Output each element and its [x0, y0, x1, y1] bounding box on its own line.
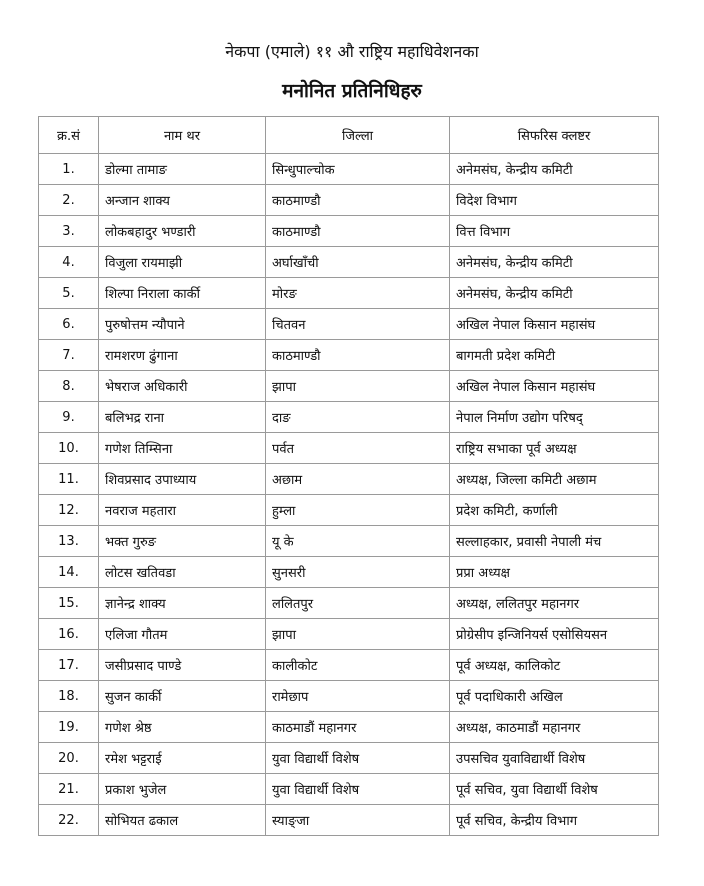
table-row	[39, 185, 659, 216]
cell-serial-number: 7.	[39, 340, 99, 371]
cell-district: काठमाण्डौ	[266, 216, 450, 247]
table-row	[39, 774, 659, 805]
cell-serial-number: 2.	[39, 185, 99, 216]
table-row	[39, 309, 659, 340]
cell-serial-number: 4.	[39, 247, 99, 278]
cell-district: सिन्धुपाल्चोक	[266, 154, 450, 185]
cell-serial-number: 12.	[39, 495, 99, 526]
cell-name: विजुला रायमाझी	[99, 247, 266, 278]
cell-cluster: नेपाल निर्माण उद्योग परिषद्	[450, 402, 659, 433]
cell-name: अन्जान शाक्य	[99, 185, 266, 216]
cell-cluster: पूर्व सचिव, युवा विद्यार्थी विशेष	[450, 774, 659, 805]
cell-district: अर्घाखाँची	[266, 247, 450, 278]
cell-name: गणेश श्रेष्ठ	[99, 712, 266, 743]
cell-cluster: वित्त विभाग	[450, 216, 659, 247]
cell-cluster: अध्यक्ष, ललितपुर महानगर	[450, 588, 659, 619]
cell-district: सुनसरी	[266, 557, 450, 588]
table-row	[39, 805, 659, 836]
table-row	[39, 433, 659, 464]
table-row	[39, 650, 659, 681]
cell-serial-number: 14.	[39, 557, 99, 588]
cell-serial-number: 15.	[39, 588, 99, 619]
cell-district: युवा विद्यार्थी विशेष	[266, 774, 450, 805]
header-district: जिल्ला	[266, 117, 450, 154]
table-row	[39, 588, 659, 619]
cell-serial-number: 16.	[39, 619, 99, 650]
cell-district: दाङ	[266, 402, 450, 433]
cell-name: डोल्मा तामाङ	[99, 154, 266, 185]
cell-district: युवा विद्यार्थी विशेष	[266, 743, 450, 774]
cell-cluster: प्रदेश कमिटी, कर्णाली	[450, 495, 659, 526]
cell-district: काठमाण्डौ	[266, 185, 450, 216]
cell-cluster: प्रोग्रेसीप इन्जिनियर्स एसोसियसन	[450, 619, 659, 650]
cell-serial-number: 8.	[39, 371, 99, 402]
table-row	[39, 495, 659, 526]
cell-serial-number: 1.	[39, 154, 99, 185]
cell-name: सुजन कार्की	[99, 681, 266, 712]
cell-name: नवराज महतारा	[99, 495, 266, 526]
document-title: नेकपा (एमाले) ११ औ राष्ट्रिय महाधिवेशनका	[225, 42, 479, 61]
table-row	[39, 743, 659, 774]
cell-serial-number: 3.	[39, 216, 99, 247]
cell-name: लोकबहादुर भण्डारी	[99, 216, 266, 247]
cell-cluster: अखिल नेपाल किसान महासंघ	[450, 309, 659, 340]
cell-name: बलिभद्र राना	[99, 402, 266, 433]
cell-cluster: बागमती प्रदेश कमिटी	[450, 340, 659, 371]
cell-cluster: अनेमसंघ, केन्द्रीय कमिटी	[450, 278, 659, 309]
cell-district: स्याङ्जा	[266, 805, 450, 836]
cell-cluster: अध्यक्ष, जिल्ला कमिटी अछाम	[450, 464, 659, 495]
cell-serial-number: 19.	[39, 712, 99, 743]
cell-cluster: सल्लाहकार, प्रवासी नेपाली मंच	[450, 526, 659, 557]
cell-cluster: राष्ट्रिय सभाका पूर्व अध्यक्ष	[450, 433, 659, 464]
cell-serial-number: 10.	[39, 433, 99, 464]
cell-district: पर्वत	[266, 433, 450, 464]
cell-district: कालीकोट	[266, 650, 450, 681]
table-row	[39, 712, 659, 743]
table-body	[39, 154, 659, 836]
cell-name: प्रकाश भुजेल	[99, 774, 266, 805]
cell-serial-number: 6.	[39, 309, 99, 340]
table-row	[39, 216, 659, 247]
cell-serial-number: 17.	[39, 650, 99, 681]
cell-name: भक्त गुरुङ	[99, 526, 266, 557]
cell-district: यू के	[266, 526, 450, 557]
cell-cluster: अनेमसंघ, केन्द्रीय कमिटी	[450, 247, 659, 278]
cell-district: ललितपुर	[266, 588, 450, 619]
cell-cluster: पूर्व पदाधिकारी अखिल	[450, 681, 659, 712]
table-row	[39, 154, 659, 185]
cell-name: एलिजा गौतम	[99, 619, 266, 650]
cell-name: भेषराज अधिकारी	[99, 371, 266, 402]
cell-district: चितवन	[266, 309, 450, 340]
cell-cluster: पूर्व अध्यक्ष, कालिकोट	[450, 650, 659, 681]
cell-serial-number: 22.	[39, 805, 99, 836]
cell-serial-number: 21.	[39, 774, 99, 805]
cell-name: रामशरण ढुंगाना	[99, 340, 266, 371]
cell-district: काठमाडौं महानगर	[266, 712, 450, 743]
cell-name: पुरुषोत्तम न्यौपाने	[99, 309, 266, 340]
cell-name: जसीप्रसाद पाण्डे	[99, 650, 266, 681]
cell-district: झापा	[266, 371, 450, 402]
header-name: नाम थर	[99, 117, 266, 154]
cell-name: शिवप्रसाद उपाध्याय	[99, 464, 266, 495]
cell-name: सोभियत ढकाल	[99, 805, 266, 836]
cell-district: काठमाण्डौ	[266, 340, 450, 371]
cell-name: लोटस खतिवडा	[99, 557, 266, 588]
cell-serial-number: 18.	[39, 681, 99, 712]
cell-district: झापा	[266, 619, 450, 650]
table-row	[39, 278, 659, 309]
table-row	[39, 557, 659, 588]
cell-serial-number: 13.	[39, 526, 99, 557]
cell-name: रमेश भट्टराई	[99, 743, 266, 774]
table-row	[39, 247, 659, 278]
cell-serial-number: 9.	[39, 402, 99, 433]
document-subtitle: मनोनित प्रतिनिधिहरु	[282, 80, 422, 102]
table-row	[39, 681, 659, 712]
cell-cluster: पूर्व सचिव, केन्द्रीय विभाग	[450, 805, 659, 836]
cell-cluster: विदेश विभाग	[450, 185, 659, 216]
cell-district: मोरङ	[266, 278, 450, 309]
cell-district: रामेछाप	[266, 681, 450, 712]
nominees-table	[38, 116, 659, 836]
cell-district: अछाम	[266, 464, 450, 495]
table-row	[39, 402, 659, 433]
cell-cluster: अखिल नेपाल किसान महासंघ	[450, 371, 659, 402]
table-row	[39, 340, 659, 371]
header-recommending-cluster: सिफरिस क्लष्टर	[450, 117, 659, 154]
cell-cluster: अनेमसंघ, केन्द्रीय कमिटी	[450, 154, 659, 185]
table-header-row	[39, 117, 659, 154]
table-row	[39, 371, 659, 402]
cell-district: हुम्ला	[266, 495, 450, 526]
cell-serial-number: 11.	[39, 464, 99, 495]
cell-cluster: अध्यक्ष, काठमाडौं महानगर	[450, 712, 659, 743]
cell-cluster: प्रप्रा अध्यक्ष	[450, 557, 659, 588]
cell-serial-number: 20.	[39, 743, 99, 774]
header-serial-number: क्र.सं	[39, 117, 99, 154]
cell-name: शिल्पा निराला कार्की	[99, 278, 266, 309]
table-row	[39, 619, 659, 650]
cell-name: ज्ञानेन्द्र शाक्य	[99, 588, 266, 619]
cell-serial-number: 5.	[39, 278, 99, 309]
table-row	[39, 464, 659, 495]
cell-name: गणेश तिम्सिना	[99, 433, 266, 464]
table-row	[39, 526, 659, 557]
cell-cluster: उपसचिव युवाविद्यार्थी विशेष	[450, 743, 659, 774]
